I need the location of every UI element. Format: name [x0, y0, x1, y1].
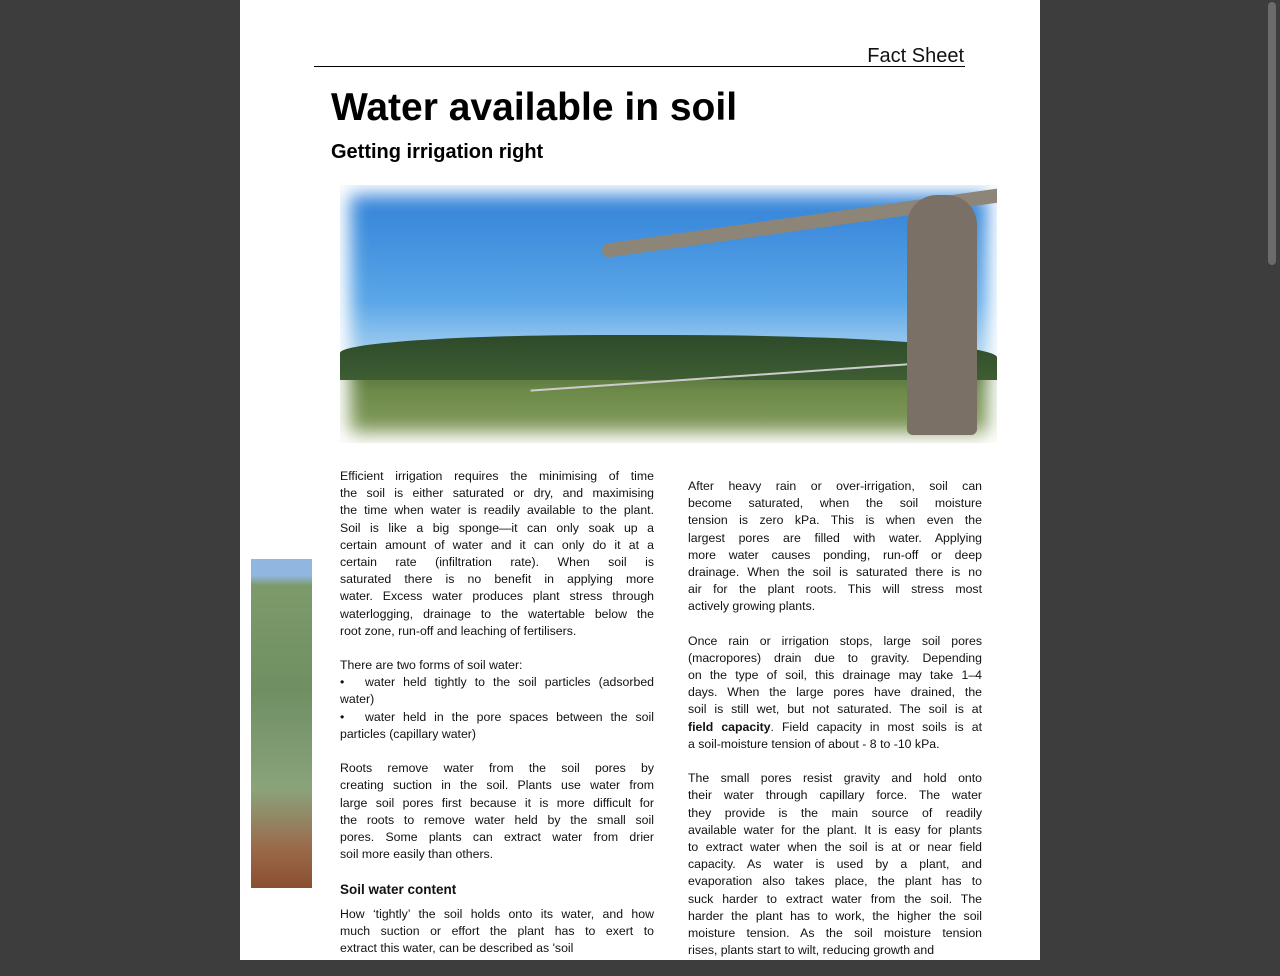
- text-line: Once rain or irrigation stops, large soil pores: [688, 633, 982, 648]
- text-line: capacity. As water is used by a plant, and: [688, 857, 982, 872]
- text-line: the time when water is readily available to the plant.: [340, 503, 654, 518]
- paragraph: [340, 760, 654, 863]
- text-line: There are two forms of soil water:: [340, 658, 523, 673]
- fact-sheet-label: Fact Sheet: [867, 45, 964, 67]
- text-line: saturated there is no benefit in applying more: [340, 572, 654, 587]
- document-page: [240, 0, 1040, 960]
- text-line: water): [340, 692, 375, 707]
- text-line: certain amount of water and it can only do it at a: [340, 537, 654, 552]
- text-line: The small pores resist gravity and hold onto: [688, 771, 982, 786]
- paragraph: [688, 478, 982, 616]
- paragraph: [688, 633, 982, 753]
- page-title: Water available in soil: [331, 86, 738, 129]
- text-line: the roots to remove water held by the small soil: [340, 812, 654, 827]
- text-line: air for the plant roots. This will stress most: [688, 582, 982, 597]
- text-line: • water held tightly to the soil particles (adsorbed: [340, 674, 654, 691]
- text-line: How ‘tightly’ the soil holds onto its water, and how: [340, 906, 654, 921]
- text-line: (macropores) drain due to gravity. Depending: [688, 650, 982, 665]
- text-line: their water through capillary force. The water: [688, 788, 982, 803]
- text-line: moisture tension. As the soil moisture tension: [688, 925, 982, 940]
- text-line: Soil is like a big sponge—it can only soak up a: [340, 520, 654, 535]
- text-line: creating suction in the soil. Plants use water from: [340, 778, 654, 793]
- text-line: Soil water content: [340, 881, 457, 897]
- text-line: they provide is the main source of readily: [688, 805, 982, 820]
- text-line: extract this water, can be described as 'soil: [340, 941, 574, 956]
- text-line: certain rate (infiltration rate). When soil is: [340, 554, 654, 569]
- text-line: pores. Some plants can extract water from drier: [340, 829, 654, 844]
- paragraph: [340, 657, 654, 743]
- text-line: drainage. When the soil is saturated there is no: [688, 564, 982, 579]
- irrigation-photo: [340, 185, 997, 443]
- text-line: soil is still wet, but not saturated. The soil is at: [688, 702, 982, 717]
- text-line: to extract water when the soil is at or near field: [688, 839, 982, 854]
- text-line: rises, plants start to wilt, reducing growth and: [688, 943, 935, 958]
- text-line: more water causes ponding, run-off or deep: [688, 547, 982, 562]
- photo-treeline: [340, 335, 997, 380]
- text-line: large soil pores first because it is more difficult for: [340, 795, 654, 810]
- text-line: become saturated, when the soil moisture: [688, 496, 982, 511]
- text-line: Roots remove water from the soil pores by: [340, 761, 654, 776]
- text-line: suck harder to extract water from the soil. The: [688, 891, 982, 906]
- page-subtitle: Getting irrigation right: [331, 141, 544, 163]
- text-line: root zone, run-off and leaching of fertilisers.: [340, 623, 577, 638]
- text-line: particles (capillary water): [340, 726, 476, 741]
- text-line: Efficient irrigation requires the minimising of time: [340, 469, 654, 483]
- paragraph: [340, 468, 654, 640]
- text-line: the soil is either saturated or dry, and maximising: [340, 486, 654, 501]
- text-line: • water held in the pore spaces between the soil: [340, 709, 654, 726]
- text-line: a soil-moisture tension of about - 8 to -10 kPa.: [688, 736, 940, 751]
- scrollbar-thumb[interactable]: [1268, 2, 1276, 265]
- text-line: After heavy rain or over-irrigation, soil can: [688, 479, 982, 493]
- crop-rows-photo: [251, 559, 312, 888]
- section-heading: [340, 881, 654, 898]
- text-line: field capacity. Field capacity in most soils is at: [688, 719, 982, 734]
- text-line: waterlogging, drainage to the watertable below the: [340, 606, 654, 621]
- text-line: tension is zero kPa. This is when even the: [688, 513, 982, 528]
- text-line: soil more easily than others.: [340, 847, 494, 862]
- text-line: harder the plant has to work, the higher the soil: [688, 908, 982, 923]
- text-line: on the type of soil, this drainage may take 1–4: [688, 668, 982, 683]
- text-line: evaporation also takes place, the plant has to: [688, 874, 982, 889]
- paragraph: [340, 906, 654, 958]
- text-line: water. Excess water produces plant stress through: [340, 589, 654, 604]
- paragraph: [688, 770, 982, 959]
- text-line: days. When the large pores have drained, the: [688, 685, 982, 700]
- text-line: much suction or effort the plant has to exert to: [340, 923, 654, 938]
- text-line: available water for the plant. It is easy for plants: [688, 822, 982, 837]
- photo-tree-trunk: [907, 195, 977, 435]
- right-column: [688, 478, 982, 976]
- text-line: largest pores are filled with water. Applying: [688, 530, 982, 545]
- left-column: [340, 468, 654, 974]
- text-line: actively growing plants.: [688, 599, 816, 614]
- bullet-icon: •: [340, 675, 345, 690]
- bullet-icon: •: [340, 709, 345, 724]
